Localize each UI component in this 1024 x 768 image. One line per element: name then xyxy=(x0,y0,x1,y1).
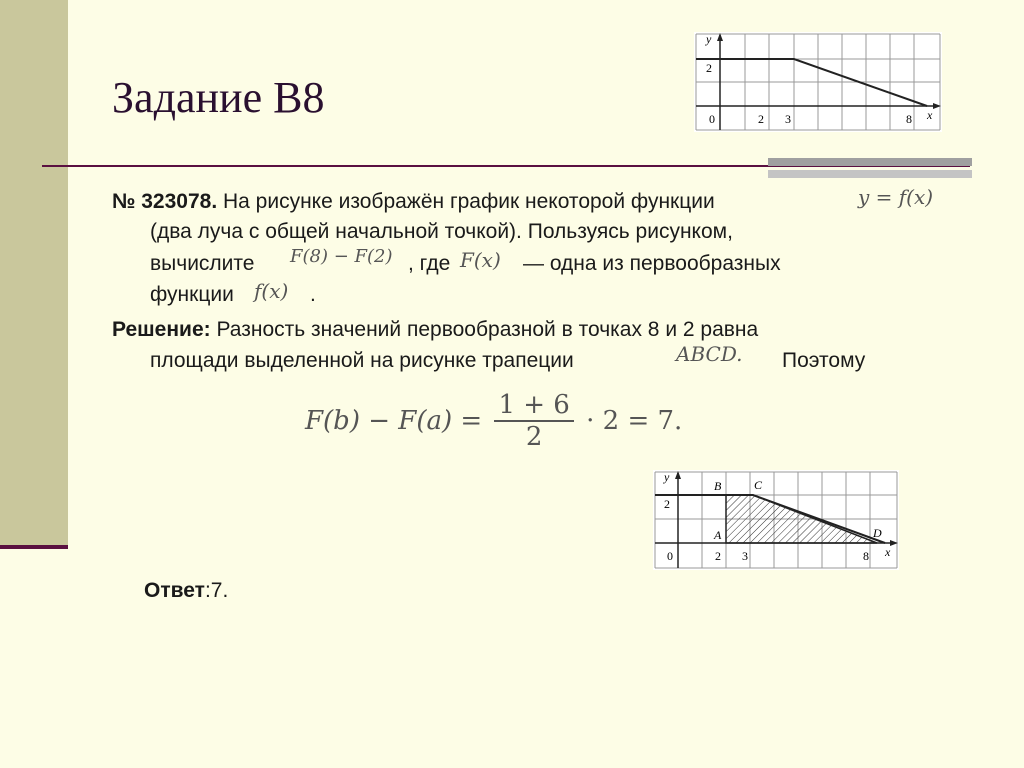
problem-line-2: (два луча с общей начальной точкой). Пользуясь рисунком, xyxy=(150,220,733,243)
problem-line-3c: — одна из первообразных xyxy=(523,252,781,275)
math-Fx: F(x) xyxy=(460,248,501,272)
left-decor-line xyxy=(0,545,68,549)
answer-label: Ответ xyxy=(144,579,205,602)
math-F8-minus-F2: F(8) − F(2) xyxy=(290,246,393,267)
graph-bottom-tick-8: 8 xyxy=(863,549,869,563)
graph-bottom xyxy=(653,470,899,570)
solution-line-2a: площади выделенной на рисунке трапеции xyxy=(150,349,574,372)
solution-line-2b: Поэтому xyxy=(782,349,866,372)
problem-line-4a: функции xyxy=(150,283,234,306)
point-A: A xyxy=(714,528,722,542)
formula-denominator: 2 xyxy=(525,422,543,452)
formula-right: · 2 = 7. xyxy=(586,406,683,436)
graph-bottom-tick-3: 3 xyxy=(742,549,748,563)
graph-top-tick-2: 2 xyxy=(758,112,764,126)
math-ABCD: ABCD. xyxy=(676,342,743,366)
graph-top-x-label: x xyxy=(927,108,933,122)
graph-bottom-tick-0: 0 xyxy=(667,549,673,563)
graph-top xyxy=(694,32,942,132)
divider-accent-dark xyxy=(768,158,972,166)
solution-text-1: Разность значений первообразной в точках 8 и 2 равна xyxy=(216,318,759,341)
problem-line-3a: вычислите xyxy=(150,252,255,275)
point-C: C xyxy=(754,478,763,492)
problem-line-3b: , где xyxy=(408,252,451,275)
point-B: B xyxy=(714,479,722,493)
divider-accent-light xyxy=(768,170,972,178)
solution-formula xyxy=(305,390,682,452)
formula-left: F(b) − F(a) = xyxy=(305,406,483,436)
solution-line-1 xyxy=(112,316,758,344)
graph-top-tick-y2: 2 xyxy=(706,61,712,75)
graph-bottom-tick-2: 2 xyxy=(715,549,721,563)
math-fx: f(x) xyxy=(254,279,289,303)
math-y-equals-fx: y = f(x) xyxy=(858,185,934,209)
graph-top-tick-0: 0 xyxy=(709,112,715,126)
left-decor-bar xyxy=(0,0,68,548)
formula-fraction xyxy=(494,390,573,452)
problem-text-1: На рисунке изображён график некоторой функции xyxy=(223,190,715,213)
formula-numerator: 1 + 6 xyxy=(494,390,573,422)
solution-label: Решение: xyxy=(112,318,211,341)
problem-line-4b: . xyxy=(310,283,316,306)
answer-value: :7. xyxy=(204,579,229,602)
graph-bottom-x-label: x xyxy=(885,545,891,559)
graph-bottom-y-label: y xyxy=(664,470,670,484)
problem-number: № 323078. xyxy=(112,190,218,213)
graph-top-tick-8: 8 xyxy=(906,112,912,126)
answer-line xyxy=(144,577,228,605)
graph-top-tick-3: 3 xyxy=(785,112,791,126)
graph-top-y-label: y xyxy=(706,32,712,46)
point-D: D xyxy=(873,526,882,540)
graph-bottom-tick-y2: 2 xyxy=(664,497,670,511)
problem-line-1 xyxy=(112,188,715,216)
slide-title: Задание B8 xyxy=(112,73,325,122)
